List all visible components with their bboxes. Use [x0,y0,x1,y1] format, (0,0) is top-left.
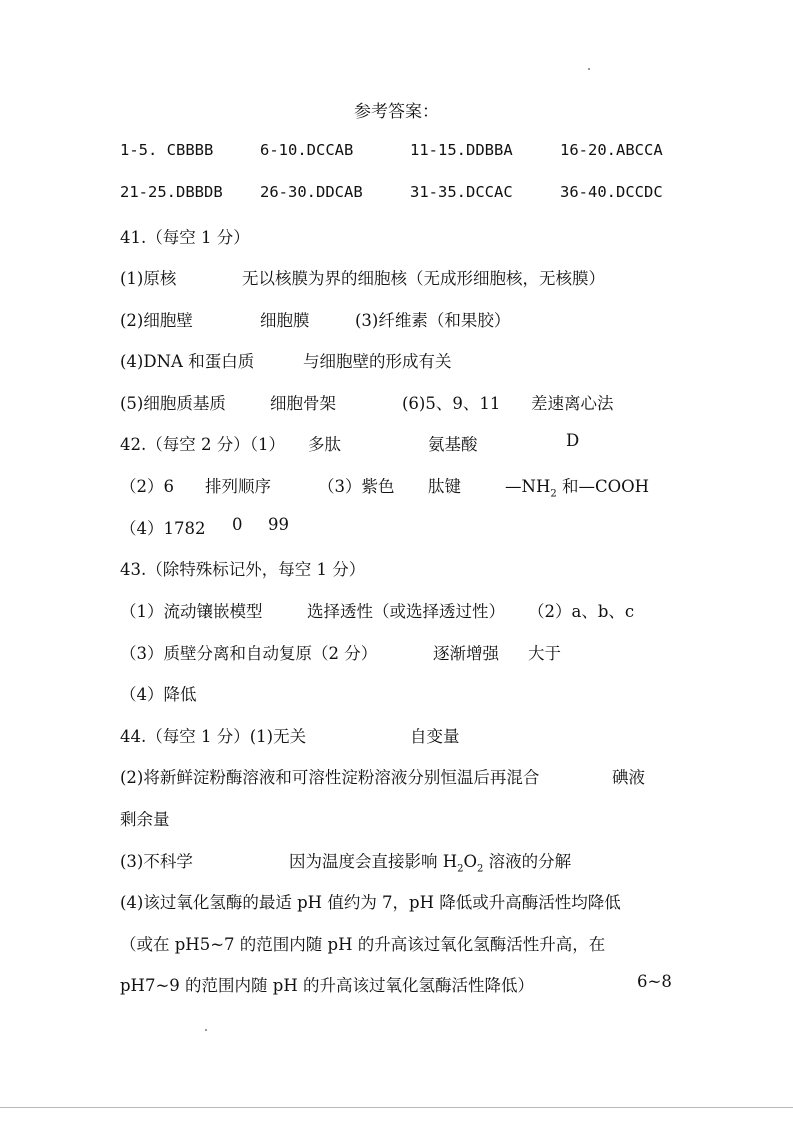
q42-answer: D [566,431,580,450]
q42-answer [505,473,649,499]
reason-text: O [463,852,478,871]
mc-group: 11-15.DDBBA [410,141,513,159]
q42-answer: 排列顺序 [205,477,271,496]
page-bottom-divider [0,1107,793,1108]
q41-answer: 差速离心法 [531,394,614,413]
mc-group: 1-5. CBBBB [120,141,214,159]
q41-answer: (4)DNA 和蛋白质 [120,352,255,371]
q42-answer: 99 [268,515,289,534]
q43-answer: （4）降低 [120,685,197,704]
q44-answer: (4)该过氧化氢酶的最适 pH 值约为 7，pH 降低或升高酶活性均降低 [120,893,621,912]
mc-group: 36-40.DCCDC [560,183,663,201]
q41-answer: (2)细胞壁 [120,311,193,330]
q42-answer: （2）6 [120,477,174,496]
q41-answer: 与细胞壁的形成有关 [303,352,452,371]
q42-answer: 多肽 [308,435,341,454]
q44-answer [289,848,571,874]
subscript: 2 [550,488,557,500]
subscript: 2 [477,863,484,875]
q42-answer: （4）1782 [120,519,206,538]
q42-answer: 肽键 [428,477,461,496]
q41-answer: 细胞骨架 [270,394,336,413]
q44-answer: 剩余量 [120,810,170,829]
scan-speck [588,68,590,70]
mc-group: 6-10.DCCAB [260,141,354,159]
scan-speck [205,1029,207,1031]
q43-answer: （1）流动镶嵌模型 [120,602,263,621]
q43-answer: 逐渐增强 [433,644,499,663]
q44-answer: 44.（每空 1 分）(1)无关 [120,727,307,746]
q41-header: 41.（每空 1 分） [120,228,250,247]
q41-answer: (3)纤维素（和果胶） [355,311,511,330]
q41-answer: (6)5、9、11 [402,394,501,413]
reason-text: 溶液的分解 [483,852,572,871]
page-title: 参考答案： [354,102,439,122]
q44-answer: 自变量 [410,727,460,746]
q41-answer: (1)原核 [120,269,177,288]
subscript: 2 [457,863,464,875]
q42-answer: 42.（每空 2 分）（1） [120,435,285,454]
q44-answer: (3)不科学 [120,852,193,871]
carboxyl-group-text: 和—COOH [556,477,650,496]
mc-group: 26-30.DDCAB [260,183,363,201]
q44-answer: 6~8 [637,972,672,991]
q42-answer: （3）紫色 [318,477,395,496]
q43-answer: （3）质壁分离和自动复原（2 分） [120,644,378,663]
q44-answer: （或在 pH5~7 的范围内随 pH 的升高该过氧化氢酶活性升高，在 [120,935,606,954]
q42-answer: 0 [232,515,243,534]
mc-group: 21-25.DBBDB [120,183,223,201]
q44-answer: pH7~9 的范围内随 pH 的升高该过氧化氢酶活性降低） [120,976,534,995]
q43-answer: 选择透性（或选择透过性） [307,602,505,621]
q41-answer: 无以核膜为界的细胞核（无成形细胞核，无核膜） [242,269,605,288]
q41-answer: (5)细胞质基质 [120,394,226,413]
q43-answer: （2）a、b、c [528,602,635,621]
reason-text: 因为温度会直接影响 H [289,852,458,871]
mc-group: 16-20.ABCCA [560,141,663,159]
q43-header: 43.（除特殊标记外，每空 1 分） [120,560,366,579]
q44-answer: (2)将新鲜淀粉酶溶液和可溶性淀粉溶液分别恒温后再混合 [120,768,540,787]
amino-group-text: —NH [505,477,551,496]
q42-answer: 氨基酸 [428,435,478,454]
q44-answer: 碘液 [612,768,645,787]
mc-group: 31-35.DCCAC [410,183,513,201]
q43-answer: 大于 [528,644,561,663]
q41-answer: 细胞膜 [260,311,310,330]
